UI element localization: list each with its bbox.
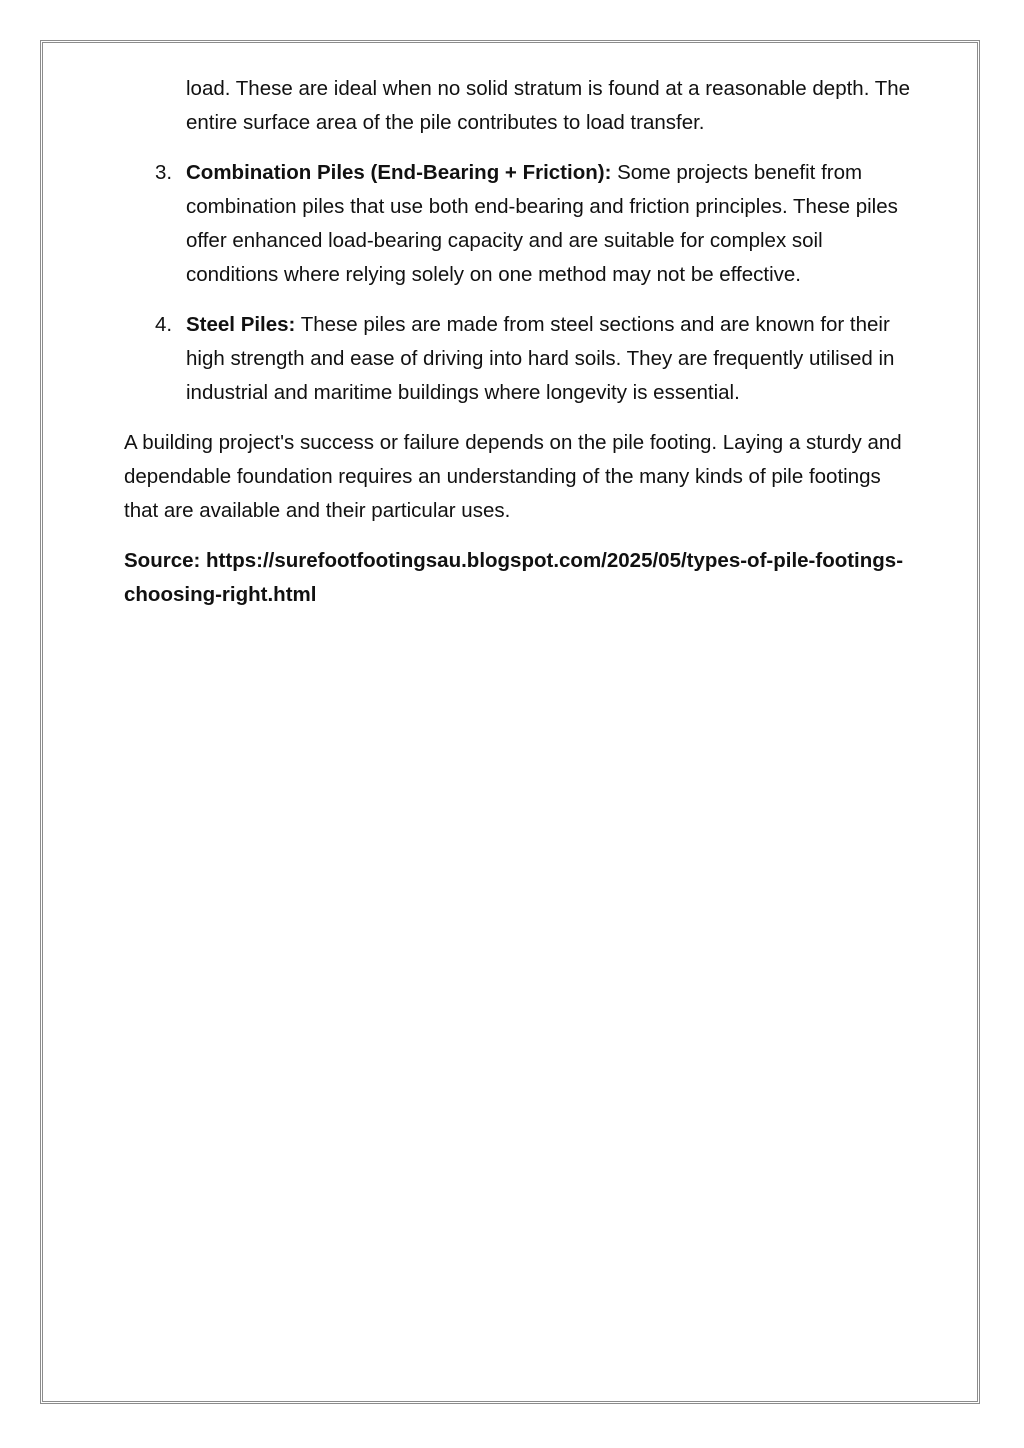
list-item xyxy=(124,156,914,292)
list-item xyxy=(124,308,914,410)
list-item-text: Some projects benefit from combination piles that use both end-bearing and friction principles. These piles offer enhanced load-bearing capacity and are suitable for complex soil conditions where relying solely on one method may not be effective. xyxy=(186,161,898,286)
pile-types-list xyxy=(124,156,914,410)
continuation-paragraph: load. These are ideal when no solid stratum is found at a reasonable depth. The entire surface area of the pile contributes to load transfer. xyxy=(186,77,911,134)
list-item-number: 4. xyxy=(155,313,173,336)
list-item-term: Steel Piles: xyxy=(186,313,296,336)
source-line: Source: https://surefootfootingsau.blogspot.com/2025/05/types-of-pile-footings-choosing-right.html xyxy=(124,549,904,606)
list-item-text: These piles are made from steel sections and are known for their high strength and ease of driving into hard soils. They are frequently utilised in industrial and maritime buildings where longevity is essential. xyxy=(186,313,895,404)
list-item-term: Combination Piles (End-Bearing + Friction): xyxy=(186,161,612,184)
list-item-number: 3. xyxy=(155,161,173,184)
document-body xyxy=(124,72,914,612)
closing-paragraph: A building project's success or failure depends on the pile footing. Laying a sturdy and dependable foundation requires an understanding of the many kinds of pile footings that are available and their particular uses. xyxy=(124,431,902,522)
